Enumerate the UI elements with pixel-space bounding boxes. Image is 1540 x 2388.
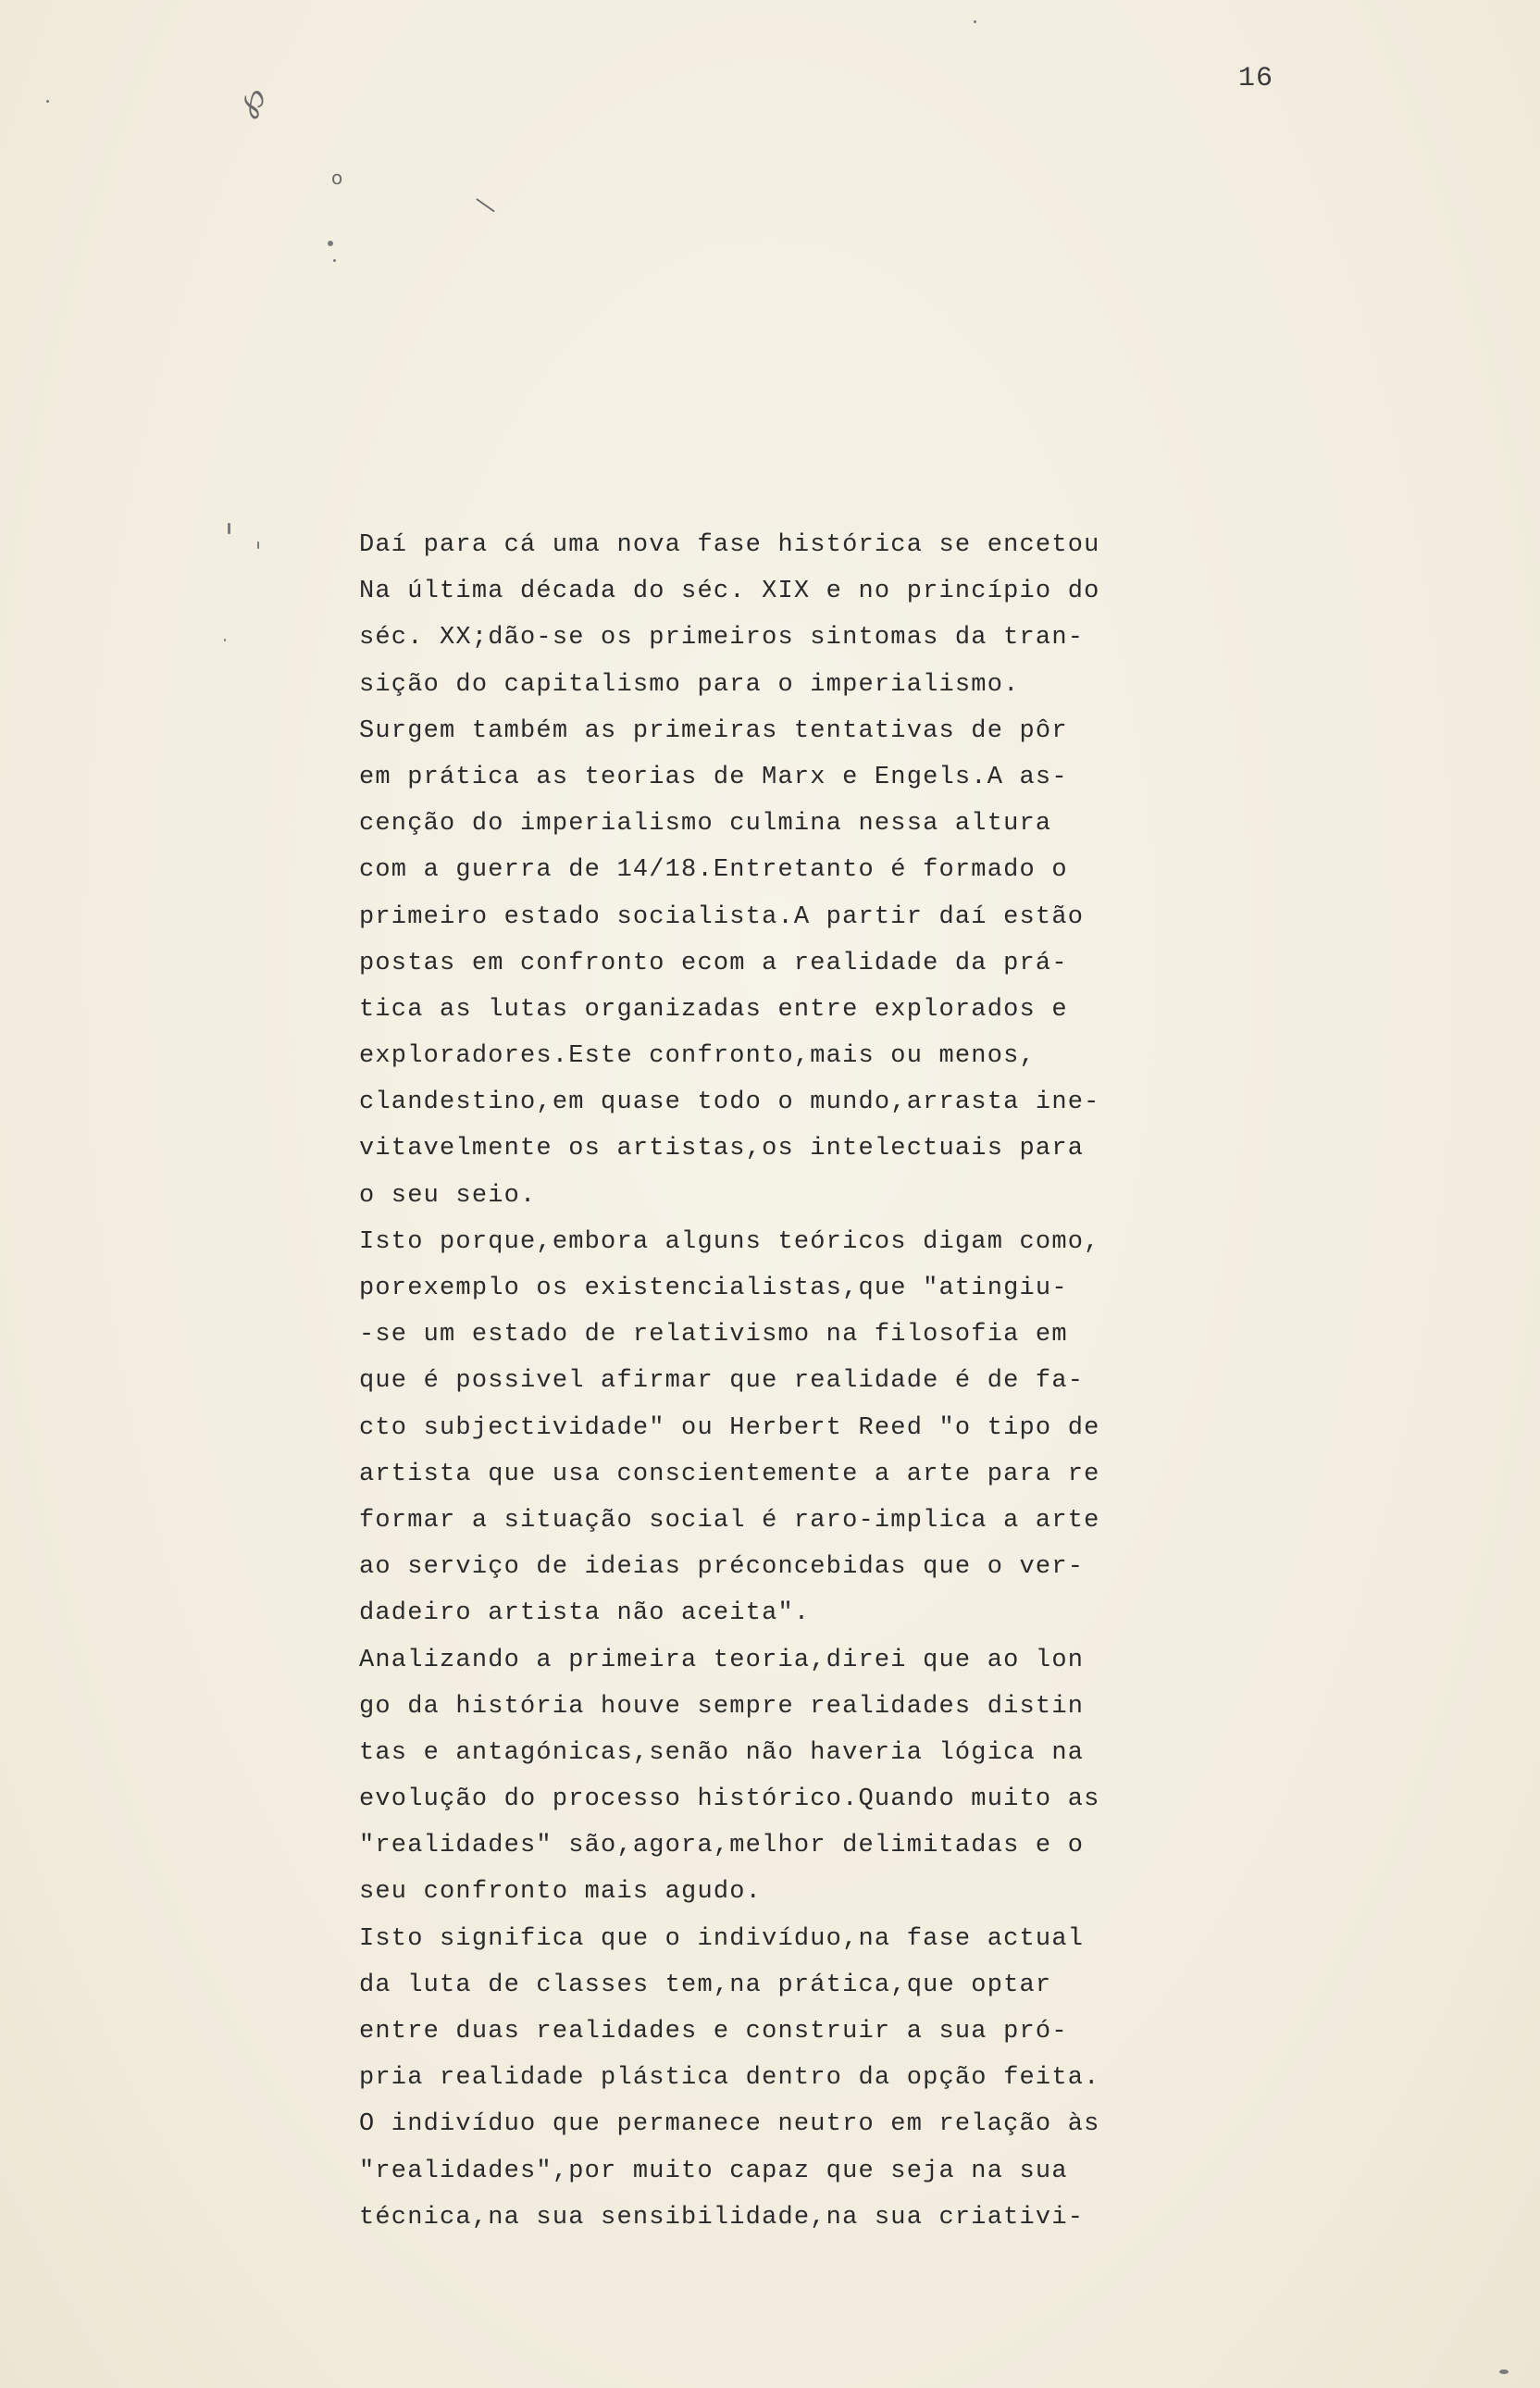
- text-line: Isto porque,embora alguns teóricos digam como,: [359, 1227, 1100, 1256]
- ink-mark-small-circle: o: [331, 167, 343, 189]
- text-line: cto subjectividade" ou Herbert Reed "o tipo de: [359, 1413, 1100, 1442]
- text-line: formar a situação social é raro-implica a arte: [359, 1506, 1100, 1535]
- text-line: tas e antagónicas,senão não haveria lógica na: [359, 1738, 1085, 1767]
- text-line: técnica,na sua sensibilidade,na sua criativi-: [359, 2203, 1085, 2232]
- paper-speck: [328, 241, 333, 246]
- text-line: pria realidade plástica dentro da opção feita.: [359, 2064, 1100, 2093]
- page-number: 16: [1238, 63, 1274, 94]
- text-line: porexemplo os existencialistas,que "atingiu-: [359, 1275, 1068, 1302]
- text-line: Na última década do séc. XIX e no princípio do: [359, 578, 1100, 606]
- paper-speck: [46, 100, 49, 103]
- text-line: sição do capitalismo para o imperialismo.: [359, 670, 1020, 699]
- paper-speck: [1499, 2369, 1509, 2374]
- paper-speck: [224, 639, 226, 641]
- text-line: go da história houve sempre realidades distin: [359, 1692, 1085, 1721]
- text-line: ao serviço de ideias préconcebidas que o ver-: [359, 1553, 1085, 1582]
- text-line: Surgem também as primeiras tentativas de pôr: [359, 716, 1068, 745]
- text-line: postas em confronto ecom a realidade da prá-: [359, 949, 1068, 977]
- text-line: que é possivel afirmar que realidade é de fa-: [359, 1367, 1085, 1396]
- text-line: "realidades",por muito capaz que seja na sua: [359, 2157, 1068, 2185]
- text-line: em prática as teorias de Marx e Engels.A as-: [359, 763, 1068, 791]
- text-line: dadeiro artista não aceita".: [359, 1599, 811, 1628]
- text-line: séc. XX;dão-se os primeiros sintomas da tran-: [359, 624, 1085, 653]
- ink-mark-top-left: ℘: [229, 74, 273, 122]
- ink-mark-dash: —: [467, 186, 504, 223]
- paper-speck: [333, 259, 336, 262]
- text-line: Daí para cá uma nova fase histórica se encetou: [359, 531, 1100, 559]
- text-line: primeiro estado socialista.A partir daí estão: [359, 902, 1085, 931]
- paper-speck: [257, 541, 259, 549]
- text-line: O indivíduo que permanece neutro em relação às: [359, 2110, 1100, 2139]
- text-line: com a guerra de 14/18.Entretanto é formado o: [359, 856, 1068, 885]
- text-line: Isto significa que o indivíduo,na fase actual: [359, 1924, 1085, 1953]
- body-text: [359, 522, 1229, 2241]
- paper-speck: [228, 523, 230, 534]
- text-line: -se um estado de relativismo na filosofia em: [359, 1321, 1068, 1349]
- text-line: "realidades" são,agora,melhor delimitadas e o: [359, 1832, 1085, 1860]
- paper-speck: [974, 20, 976, 23]
- text-line: Analizando a primeira teoria,direi que ao lon: [359, 1646, 1085, 1674]
- text-line: o seu seio.: [359, 1181, 537, 1210]
- text-line: tica as lutas organizadas entre explorados e: [359, 995, 1068, 1024]
- text-line: seu confronto mais agudo.: [359, 1878, 763, 1907]
- text-line: entre duas realidades e construir a sua pró-: [359, 2018, 1068, 2046]
- text-line: da luta de classes tem,na prática,que optar: [359, 1971, 1052, 1999]
- text-line: vitavelmente os artistas,os intelectuais para: [359, 1135, 1085, 1163]
- text-line: cenção do imperialismo culmina nessa altura: [359, 810, 1052, 839]
- text-line: exploradores.Este confronto,mais ou menos,: [359, 1042, 1036, 1071]
- text-line: evolução do processo histórico.Quando muito as: [359, 1785, 1100, 1814]
- text-line: artista que usa conscientemente a arte para re: [359, 1460, 1100, 1488]
- text-line: clandestino,em quase todo o mundo,arrasta ine-: [359, 1088, 1100, 1117]
